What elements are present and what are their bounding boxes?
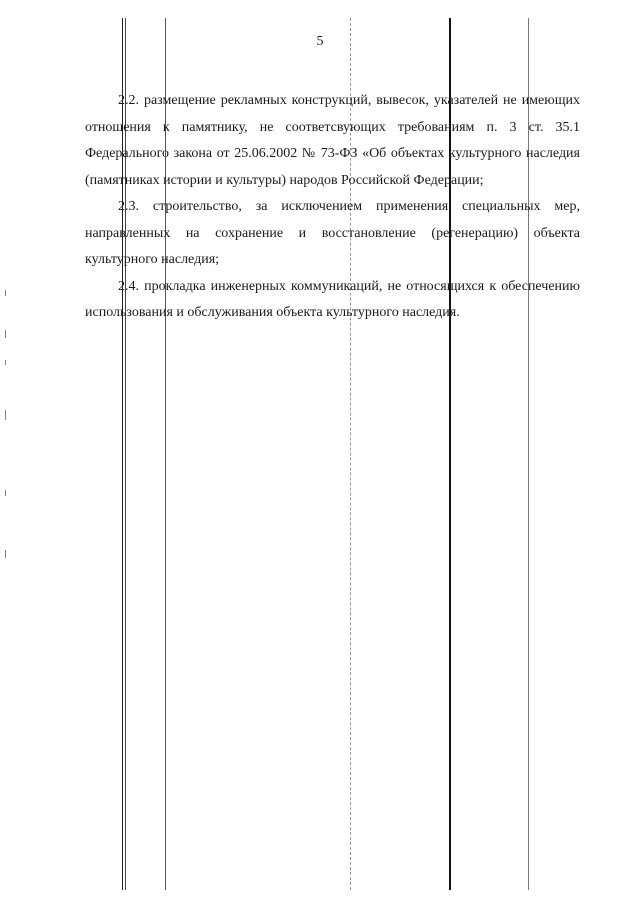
body-text [85, 88, 580, 327]
page-number: 5 [316, 34, 324, 49]
scan-edge-marks [2, 290, 12, 600]
paragraph-2-4: 2.4. прокладка инженерных коммуникаций, не относящихся к обеспечению использования и обслуживания объекта культурного наследия. [85, 278, 580, 320]
paragraph-2-2: 2.2. размещение рекламных конструкций, вывесок, указателей не имеющих отношения к памятнику, не соответсвующих требованиям п. 3 ст. 35.1 Федерального закона от 25.06.2002 № 73-ФЗ «Об объектах культурного наследия (памятниках истории и культуры) народов Российской Федерации; [85, 93, 580, 188]
paragraph-2-3: 2.3. строительство, за исключением применения специальных мер, направленных на сохранение и восстановление (регенерацию) объекта культурного наследия; [85, 199, 580, 267]
